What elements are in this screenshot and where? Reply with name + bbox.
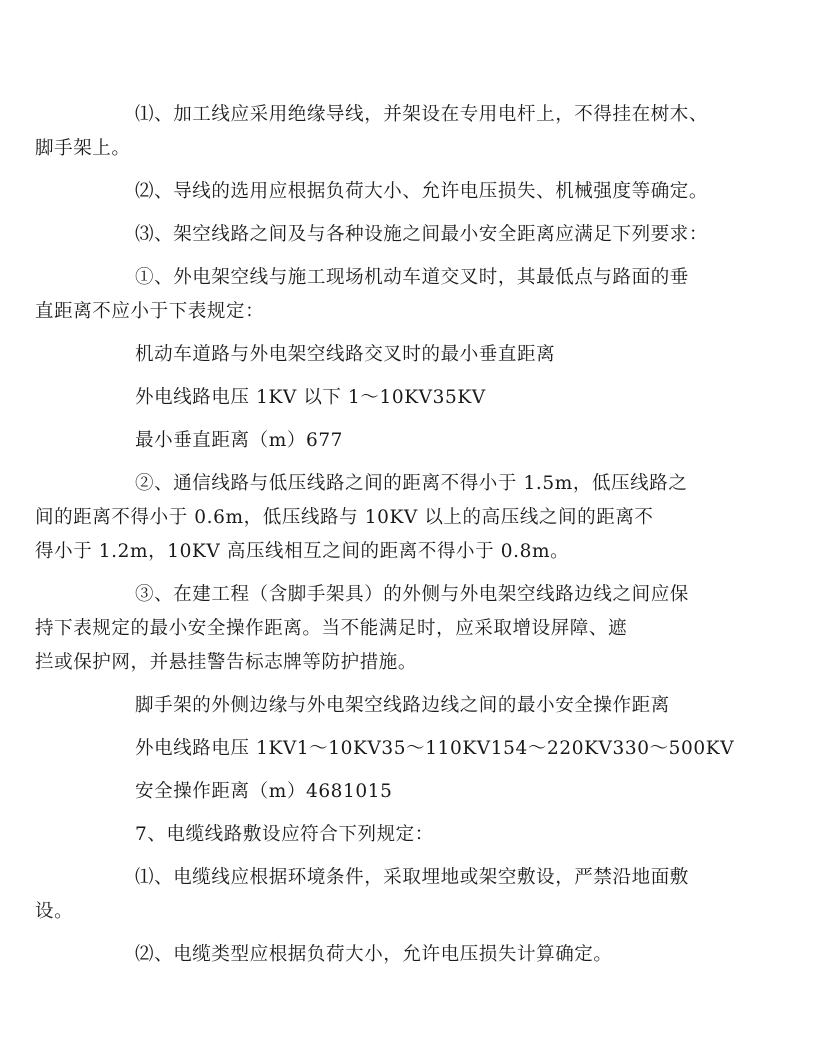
text-line: 持下表规定的最小安全操作距离。当不能满足时，应采取增设屏障、遮 — [35, 618, 628, 639]
text-line: ⑶、架空线路之间及与各种设施之间最小安全距离应满足下列要求： — [135, 224, 709, 245]
document-page — [35, 98, 735, 981]
text-line: 直距离不应小于下表规定： — [35, 301, 265, 322]
paragraph-cable-burial — [35, 861, 733, 929]
table-row-voltage-ranges — [85, 732, 733, 766]
text-line: 设。 — [35, 901, 74, 922]
text-line: 安全操作距离（m）4681015 — [135, 781, 393, 802]
table-row-voltage — [85, 381, 733, 415]
text-line: 拦或保护网，并悬挂警告标志牌等防护措施。 — [35, 652, 418, 673]
paragraph-line-spacing — [35, 467, 733, 569]
paragraph-vehicle-crossing — [35, 261, 733, 329]
text-line: 得小于 1.2m，10KV 高压线相互之间的距离不得小于 0.8m。 — [35, 541, 570, 562]
text-line: 最小垂直距离（m）677 — [135, 430, 344, 451]
text-line: ②、通信线路与低压线路之间的距离不得小于 1.5m，低压线路之 — [135, 473, 688, 494]
paragraph-overhead-wire-insulation — [35, 98, 733, 166]
text-line: ⑵、导线的选用应根据负荷大小、允许电压损失、机械强度等确定。 — [135, 181, 709, 202]
paragraph-construction-distance — [35, 578, 733, 680]
table-title-vertical-distance — [85, 338, 733, 372]
table-row-safe-distance — [85, 775, 733, 809]
table-row-min-distance — [85, 424, 733, 458]
text-line: 外电线路电压 1KV 以下 1～10KV35KV — [135, 387, 486, 408]
text-line: 机动车道路与外电架空线路交叉时的最小垂直距离 — [135, 344, 556, 365]
text-line: 脚手架上。 — [35, 138, 131, 159]
text-line: ③、在建工程（含脚手架具）的外侧与外电架空线路边线之间应保 — [135, 584, 689, 605]
section-heading-cable-laying — [85, 818, 733, 852]
text-line: 间的距离不得小于 0.6m，低压线路与 10KV 以上的高压线之间的距离不 — [35, 507, 654, 528]
text-line: ⑵、电缆类型应根据负荷大小，允许电压损失计算确定。 — [135, 944, 613, 965]
text-line: 外电线路电压 1KV1～10KV35～110KV154～220KV330～500KV — [135, 738, 735, 759]
text-line: ①、外电架空线与施工现场机动车道交叉时，其最低点与路面的垂 — [135, 267, 689, 288]
text-line: 7、电缆线路敷设应符合下列规定： — [135, 824, 434, 845]
paragraph-cable-type — [85, 938, 733, 972]
text-line: ⑴、加工线应采用绝缘导线，并架设在专用电杆上，不得挂在树木、 — [135, 104, 709, 125]
text-line: ⑴、电缆线应根据环境条件，采取埋地或架空敷设，严禁沿地面敷 — [135, 867, 689, 888]
table-title-scaffold-distance — [85, 689, 733, 723]
paragraph-safety-distance — [85, 218, 733, 252]
text-line: 脚手架的外侧边缘与外电架空线路边线之间的最小安全操作距离 — [135, 695, 670, 716]
paragraph-wire-selection — [85, 175, 733, 209]
